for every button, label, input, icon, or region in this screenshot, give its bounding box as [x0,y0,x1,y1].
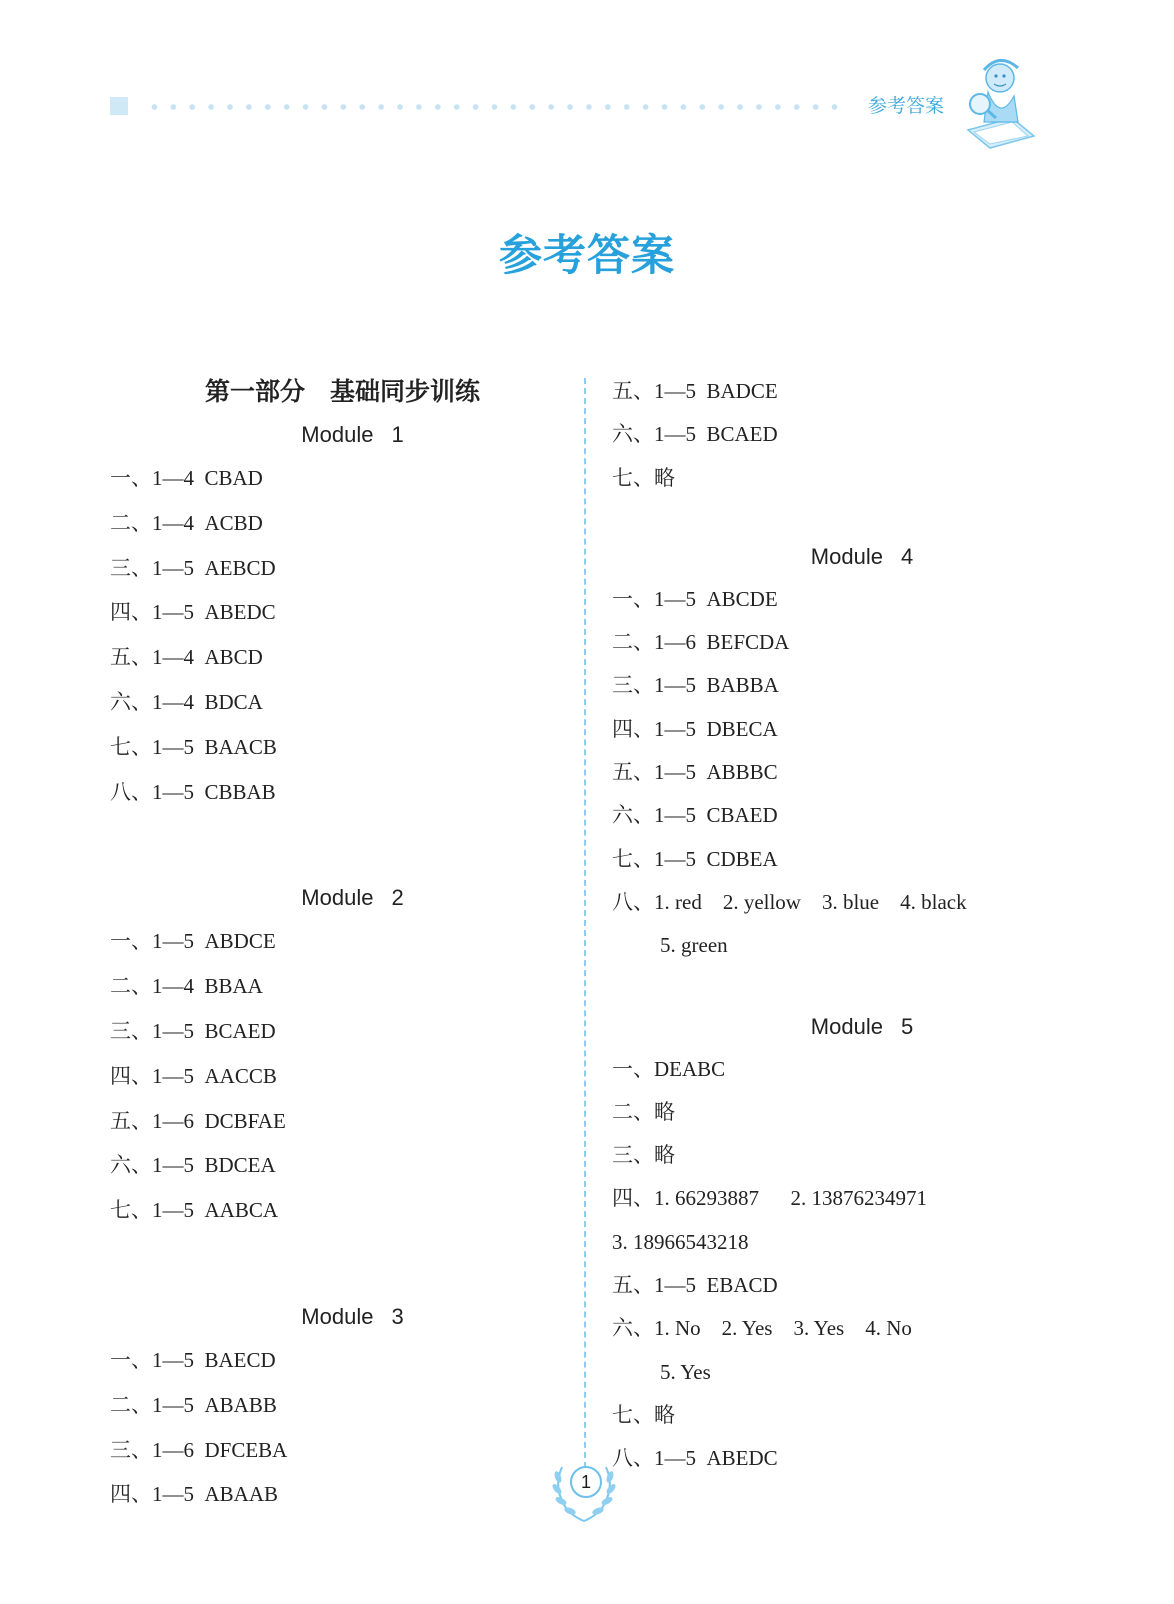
module-4-heading [612,536,1112,578]
answer-line: 八、1—5 CBBAB [110,779,276,804]
answer-line-continuation: 5. green [660,933,728,958]
answer-line: 三、1—6 DFCEBA [110,1437,288,1462]
answer-line: 五、1—5 ABBBC [612,760,778,785]
header-dot-line [145,104,845,110]
answer-line: 三、略 [612,1143,675,1168]
answer-line: 五、1—5 BADCE [612,379,778,403]
answer-line: 四、1—5 AACCB [110,1063,277,1088]
module-2-heading [110,877,555,919]
answer-line: 五、1—4 ABCD [110,645,263,670]
answer-line: 三、1—5 AEBCD [110,555,276,580]
answer-line: 七、略 [612,1402,675,1427]
answer-line: 四、1—5 ABAAB [110,1482,279,1507]
answer-line: 八、1—5 ABEDC [612,1446,778,1471]
page-title: 参考答案 [499,231,675,281]
module-number: 5 [900,1013,914,1039]
answer-line: 一、1—4 CBAD [110,466,263,490]
answer-line: 七、1—5 AABCA [110,1198,279,1223]
module-5-heading [612,1006,1112,1048]
answer-line-continuation: 5. Yes [660,1359,711,1384]
module-label: Module [301,885,374,911]
module-number: 4 [900,543,914,569]
answer-line: 四、1. 66293887 2. 13876234971 [612,1186,927,1211]
header-square [110,97,128,115]
answer-line: 六、1—5 BCAED [612,422,778,447]
answer-line: 一、DEABC [612,1056,726,1081]
answer-line: 八、1. red 2. yellow 3. blue 4. black [612,889,967,914]
answer-line: 六、1—5 CBAED [612,803,778,828]
answer-line: 五、1—5 EBACD [612,1273,778,1298]
answer-line: 七、1—5 CDBEA [612,846,778,871]
left-column [110,370,555,1517]
module-number: 2 [391,885,404,911]
module-1-heading [110,414,555,456]
answer-line: 六、1. No 2. Yes 3. Yes 4. No [612,1316,912,1341]
column-divider [584,378,586,1468]
right-column [612,370,1112,1481]
module-label: Module [810,543,883,569]
answer-line: 二、1—4 ACBD [110,510,263,535]
answer-line: 六、1—4 BDCA [110,689,263,714]
answer-line: 五、1—6 DCBFAE [110,1108,286,1133]
module-label: Module [301,422,374,447]
answer-line: 六、1—5 BDCEA [110,1153,276,1178]
answer-line: 二、略 [612,1099,675,1124]
part-title: 第一部分 基础同步训练 [204,377,480,406]
answer-line: 四、1—5 ABEDC [110,600,276,625]
answer-line: 四、1—5 DBECA [612,716,778,741]
module-label: Module [301,1303,374,1329]
answer-line: 二、1—5 ABABB [110,1392,277,1417]
answer-line: 一、1—5 BAECD [110,1347,276,1372]
page-number-badge [548,1455,620,1525]
answer-line: 一、1—5 ABCDE [612,586,778,611]
girl-reading-illustration [960,52,1040,152]
module-number: 3 [391,1303,404,1329]
answer-line: 一、1—5 ABDCE [110,929,276,954]
module-number: 1 [391,422,404,447]
answer-line: 三、1—5 BABBA [612,673,779,698]
answer-line-continuation: 3. 18966543218 [612,1229,749,1254]
answer-line: 七、1—5 BAACB [110,734,277,759]
answer-line: 七、略 [612,465,675,490]
module-3-heading [110,1296,555,1338]
header-label: 参考答案 [868,95,945,117]
answer-line: 二、1—6 BEFCDA [612,630,790,655]
answer-line: 二、1—4 BBAA [110,974,263,999]
page-number: 1 [570,1466,602,1498]
module-label: Module [810,1013,883,1039]
answer-line: 三、1—5 BCAED [110,1018,276,1043]
